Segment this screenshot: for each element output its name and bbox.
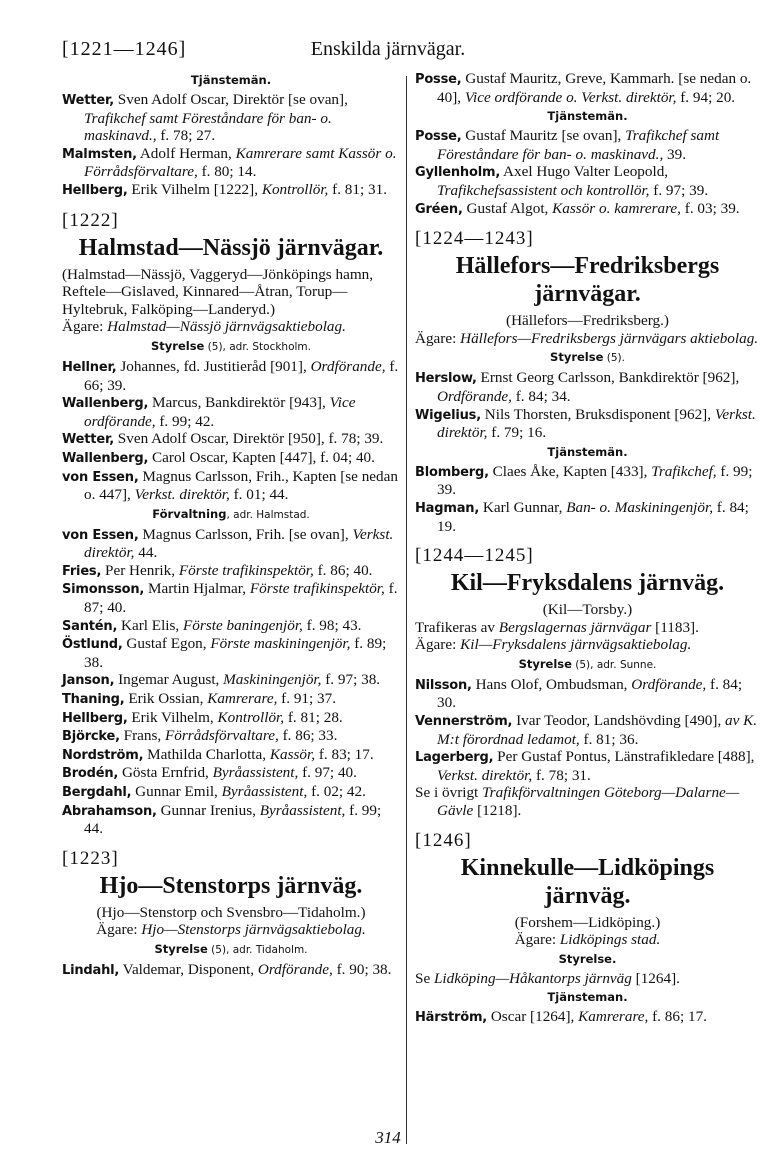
person-entry [415, 499, 760, 535]
person-details: Erik Vilhelm [1222], [131, 180, 259, 198]
traffic-line: Trafikeras av Bergslagernas järnvägar [1183]. [415, 618, 699, 636]
person-entry [62, 802, 400, 838]
person-entry [62, 764, 400, 783]
person-role: Kontrollör, [217, 708, 285, 726]
person-details: Gunnar Emil, [135, 783, 218, 800]
person-role: Kamrerare, [207, 690, 278, 708]
person-dates: f. 81; 28. [284, 708, 343, 726]
person-name: Gréen, [415, 201, 463, 217]
person-details: Valdemar, Disponent, [122, 960, 255, 978]
person-entry [62, 783, 400, 802]
person-role: Förste maskiningenjör, [210, 635, 351, 653]
person-name: Wigelius, [415, 407, 481, 423]
section-heading: Tjänstemän. [547, 109, 628, 124]
person-role: Vice ordförande, [84, 394, 356, 430]
person-entry [62, 727, 400, 746]
person-name: Simonsson, [62, 582, 145, 598]
person-role: Ordförande, [310, 357, 386, 375]
person-details: Martin Hjalmar, [147, 580, 247, 598]
right-column [415, 70, 760, 1027]
person-entry [62, 690, 400, 709]
entry-list [415, 676, 760, 785]
route-text: (Halmstad—Nässjö, Vaggeryd—Jönköpings hamn, Reftele—Gislaved, Kinnared—Åtran, Torup—Hyltebruk, Falköping—Landeryd.) [62, 265, 374, 318]
person-entry [62, 358, 400, 394]
person-details: Axel Hugo Valter Leopold, [503, 163, 669, 181]
owner-line: Ägare: Hjo—Stenstorps järnvägsaktiebolag. [96, 921, 366, 939]
section-range: [1244—1245] [415, 545, 534, 567]
section-title: Kinnekulle—Lidköpings järnväg. [460, 854, 715, 909]
person-dates: f. 79; 16. [487, 424, 547, 442]
section-range: [1223] [62, 847, 119, 869]
person-details: Carol Oscar, Kapten [447], f. 04; 40. [152, 448, 375, 466]
section-range: [1224—1243] [415, 228, 534, 250]
section-heading: Tjänsteman. [547, 990, 628, 1005]
person-entry [62, 746, 400, 765]
person-dates: f. 80; 14. [197, 163, 257, 181]
person-role: Ordförande, [257, 960, 333, 978]
person-dates: f. 99; 44. [84, 801, 382, 838]
person-details: Marcus, Bankdirektör [943], [152, 394, 326, 412]
person-name: Hagman, [415, 500, 480, 516]
entry-list [62, 526, 400, 838]
section-title: Halmstad—Nässjö järnvägar. [78, 234, 384, 261]
person-entry [415, 70, 760, 106]
person-entry [62, 635, 400, 671]
person-dates: f. 98; 43. [302, 616, 362, 634]
person-details: Johannes, fd. Justitieråd [901], [120, 357, 307, 375]
route-text: (Hällefors—Fredriksberg.) [506, 312, 669, 330]
route-text: (Kil—Torsby.) [542, 601, 633, 619]
person-name: Brodén, [62, 766, 119, 782]
person-entry [62, 394, 400, 430]
person-name: Fries, [62, 563, 102, 579]
person-role: Verkst. direktör, [134, 486, 230, 504]
owner-line: Ägare: Halmstad—Nässjö järnvägsaktiebolag. [62, 318, 346, 336]
person-entry [62, 468, 400, 504]
person-entry [415, 748, 760, 784]
person-entry [415, 463, 760, 499]
person-dates: f. 99; 42. [155, 412, 215, 430]
person-name: Vennerström, [415, 714, 513, 730]
person-dates: f. 87; 40. [84, 580, 398, 617]
person-dates: f. 90; 38. [332, 960, 392, 978]
person-details: Gustaf Egon, [126, 635, 207, 653]
person-dates: f. 78; 27. [156, 127, 216, 145]
person-details: Per Henrik, [105, 561, 176, 579]
person-details: Gustaf Mauritz [se ovan], [465, 127, 622, 145]
person-name: Björcke, [62, 729, 120, 745]
person-details: Sven Adolf Oscar, Direktör [950], f. 78; 39. [117, 430, 384, 448]
person-name: Posse, [415, 72, 462, 87]
person-dates: 39. [663, 145, 687, 163]
person-details: Gustaf Mauritz, Greve, Kammarh. [se nedan o. 40], [437, 70, 752, 106]
person-entry [415, 200, 760, 219]
person-dates: f. 01; 44. [229, 486, 289, 504]
section-title: Kil—Fryksdalens järnväg. [450, 570, 725, 597]
person-entry [62, 449, 400, 468]
route-text: (Forshem—Lidköping.) [514, 913, 661, 931]
person-details: Karl Gunnar, [482, 498, 563, 516]
person-name: Wetter, [62, 432, 114, 448]
person-entry [62, 526, 400, 562]
person-entry [415, 127, 760, 163]
styrelse-heading: Styrelse. [558, 951, 617, 966]
section-heading: Tjänstemän. [190, 73, 272, 87]
person-name: Wallenberg, [62, 450, 149, 466]
section-range: [1246] [415, 829, 472, 851]
person-details: Ingemar August, [118, 671, 220, 689]
person-role: Kassör, [269, 745, 316, 763]
page-number: 314 [375, 1128, 401, 1147]
person-name: Wallenberg, [62, 396, 149, 412]
person-entry [62, 709, 400, 728]
person-dates: f. 81; 36. [579, 730, 639, 748]
person-entry [62, 430, 400, 449]
owner-line: Ägare: Kil—Fryksdalens järnvägsaktiebolag. [415, 636, 692, 654]
person-name: von Essen, [62, 527, 139, 543]
person-role: Verkst. direktör, [84, 525, 394, 562]
person-details: Erik Vilhelm, [131, 708, 214, 726]
person-name: Wetter, [62, 93, 114, 108]
styrelse-heading: Styrelse (5), adr. Stockholm. [151, 338, 311, 353]
person-dates: f. 97; 40. [298, 764, 357, 782]
person-dates: f. 97; 39. [649, 181, 709, 199]
entry-list [62, 358, 400, 504]
person-name: Gyllenholm, [415, 165, 501, 181]
person-dates: f. 66; 39. [84, 357, 399, 394]
person-role: Trafikchef samt Föreståndare för ban- o. maskinavd., [84, 109, 332, 145]
person-role: Kontrollör, [261, 180, 329, 198]
person-dates: f. 86; 40. [313, 561, 373, 579]
person-name: Herslow, [415, 371, 477, 387]
person-dates: f. 94; 20. [676, 88, 736, 106]
person-name: Abrahamson, [62, 803, 157, 819]
person-dates: f. 83; 17. [315, 745, 374, 763]
person-details: Sven Adolf Oscar, Direktör [se ovan], [117, 91, 348, 108]
person-role: Förste trafikinspektör, [249, 580, 385, 598]
person-entry [62, 580, 400, 616]
person-details: Frans, [123, 727, 162, 745]
see-also-line: Se Lidköping—Håkantorps järnväg [1264]. [415, 969, 680, 987]
entry-list [62, 91, 400, 200]
person-name: Thaning, [62, 692, 125, 708]
person-role: Trafikchef, [651, 462, 717, 480]
person-details: Magnus Carlsson, Frih., Kapten [se nedan o. 447], [84, 467, 398, 504]
owner-line: Ägare: Lidköpings stad. [514, 931, 661, 949]
person-entry [415, 1008, 760, 1027]
person-entry [415, 406, 760, 442]
person-dates: f. 84; 34. [511, 387, 571, 405]
entry-list [415, 369, 760, 441]
styrelse-heading: Styrelse (5). [550, 350, 625, 365]
section-range: [1222] [62, 209, 119, 231]
person-dates: f. 91; 37. [277, 690, 337, 708]
person-dates: f. 86; 33. [278, 727, 338, 745]
person-entry [415, 712, 760, 748]
route-text: (Hjo—Stenstorp och Svensbro—Tidaholm.) [96, 903, 366, 921]
column-divider [406, 76, 407, 1144]
header-title: Enskilda järnvägar. [310, 38, 466, 60]
person-name: Hellberg, [62, 710, 128, 726]
person-entry [62, 671, 400, 690]
person-role: Verkst. direktör, [437, 405, 756, 442]
person-role: Kassör o. kamrerare, [552, 199, 681, 217]
person-role: Trafikchef samt Föreståndare för ban- o. maskinavd., [437, 127, 720, 163]
person-dates: f. 86; 17. [648, 1008, 707, 1026]
person-role: Maskiningenjör, [223, 671, 322, 689]
person-role: Kamrerare, [578, 1008, 649, 1026]
person-details: Per Gustaf Pontus, Länstrafikledare [488], [497, 748, 755, 766]
person-name: Blomberg, [415, 464, 489, 480]
person-name: Posse, [415, 129, 462, 145]
person-details: Claes Åke, Kapten [433], [492, 462, 648, 480]
person-entry [62, 961, 400, 980]
person-name: Lagerberg, [415, 750, 494, 766]
person-entry [62, 617, 400, 636]
person-details: Ernst Georg Carlsson, Bankdirektör [962], [480, 369, 740, 387]
person-role: Trafikchefsassistent och kontrollör, [437, 181, 650, 199]
left-column [62, 70, 400, 980]
person-name: Lindahl, [62, 962, 120, 978]
person-name: Bergdahl, [62, 785, 132, 800]
person-role: Vice ordförande o. Verkst. direktör, [464, 88, 677, 106]
person-details: Erik Ossian, [128, 690, 204, 708]
person-details: Hans Olof, Ombudsman, [475, 675, 628, 693]
person-details: Ivar Teodor, Landshövding [490], [516, 712, 722, 730]
person-entry [415, 163, 760, 199]
person-name: Nilsson, [415, 677, 472, 693]
person-role: Förste baningenjör, [183, 616, 303, 634]
person-entry [62, 91, 400, 145]
person-entry [62, 562, 400, 581]
person-details: Gösta Ernfrid, [121, 764, 209, 782]
person-role: av K. M:t förordnad ledamot, [437, 712, 758, 748]
person-name: Östlund, [62, 637, 123, 653]
person-details: Karl Elis, [121, 616, 180, 634]
person-role: Verkst. direktör, [437, 766, 533, 784]
person-name: Hellner, [62, 359, 117, 375]
person-entry [415, 369, 760, 405]
owner-line: Ägare: Hällefors—Fredriksbergs järnvägars aktiebolag. [415, 329, 759, 347]
person-details: Oscar [1264], [490, 1008, 575, 1026]
entry-list [415, 70, 760, 106]
person-role: Kamrerare samt Kassör o. Förrådsförvaltare, [84, 144, 397, 181]
person-role: Byråassistent, [212, 764, 299, 782]
person-role: Byråassistent, [259, 801, 346, 819]
person-details: Mathilda Charlotta, [147, 745, 267, 763]
person-role: Byråassistent, [221, 783, 308, 800]
person-name: Nordström, [62, 747, 144, 763]
person-details: Adolf Herman, [139, 144, 232, 162]
person-details: Gunnar Irenius, [160, 801, 256, 819]
person-dates: f. 84; 19. [437, 498, 749, 535]
entry-list [62, 961, 400, 980]
section-title: Hällefors—Fredriksbergs järnvägar. [455, 253, 720, 308]
styrelse-heading: Styrelse (5), adr. Sunne. [518, 656, 657, 671]
person-role: Förrådsförvaltare, [165, 727, 279, 745]
person-role: Ordförande, [437, 387, 512, 405]
person-dates: f. 78; 31. [532, 766, 591, 784]
person-role: Ban- o. Maskiningenjör, [566, 498, 713, 516]
person-dates: f. 02; 42. [307, 783, 366, 800]
person-dates: f. 84; 30. [437, 675, 743, 712]
section-title: Hjo—Stenstorps järnväg. [99, 872, 363, 899]
see-also-line: Se i övrigt Trafikförvaltningen Göteborg—Dalarne—Gävle [1218]. [415, 784, 740, 820]
person-role: Ordförande, [631, 675, 707, 693]
header-range: [1221—1246] [62, 38, 187, 60]
person-dates: f. 99; 39. [437, 462, 753, 499]
entry-list [415, 463, 760, 535]
person-name: Malmsten, [62, 146, 137, 162]
person-details: Gustaf Algot, [466, 199, 549, 217]
person-entry [415, 676, 760, 712]
person-name: Santén, [62, 618, 118, 634]
person-dates: f. 97; 38. [321, 671, 381, 689]
person-dates: f. 89; 38. [84, 635, 387, 671]
person-details: Magnus Carlsson, Frih. [se ovan], [142, 525, 349, 543]
section-heading: Tjänstemän. [547, 444, 628, 459]
person-role: Förste trafikinspektör, [178, 561, 314, 579]
person-entry [62, 145, 400, 181]
person-name: Janson, [62, 673, 115, 689]
person-name: Hellberg, [62, 182, 128, 198]
person-name: Härström, [415, 1010, 488, 1026]
person-details: Nils Thorsten, Bruksdisponent [962], [484, 405, 712, 423]
person-dates: f. 03; 39. [680, 199, 740, 217]
person-dates: 44. [134, 544, 158, 562]
person-entry [62, 181, 400, 200]
entry-list [415, 127, 760, 218]
person-dates: f. 81; 31. [328, 180, 387, 198]
entry-list [415, 1008, 760, 1027]
styrelse-heading: Styrelse (5), adr. Tidaholm. [154, 941, 308, 956]
forvaltning-heading: Förvaltning, adr. Halmstad. [152, 506, 310, 521]
person-name: von Essen, [62, 469, 139, 485]
